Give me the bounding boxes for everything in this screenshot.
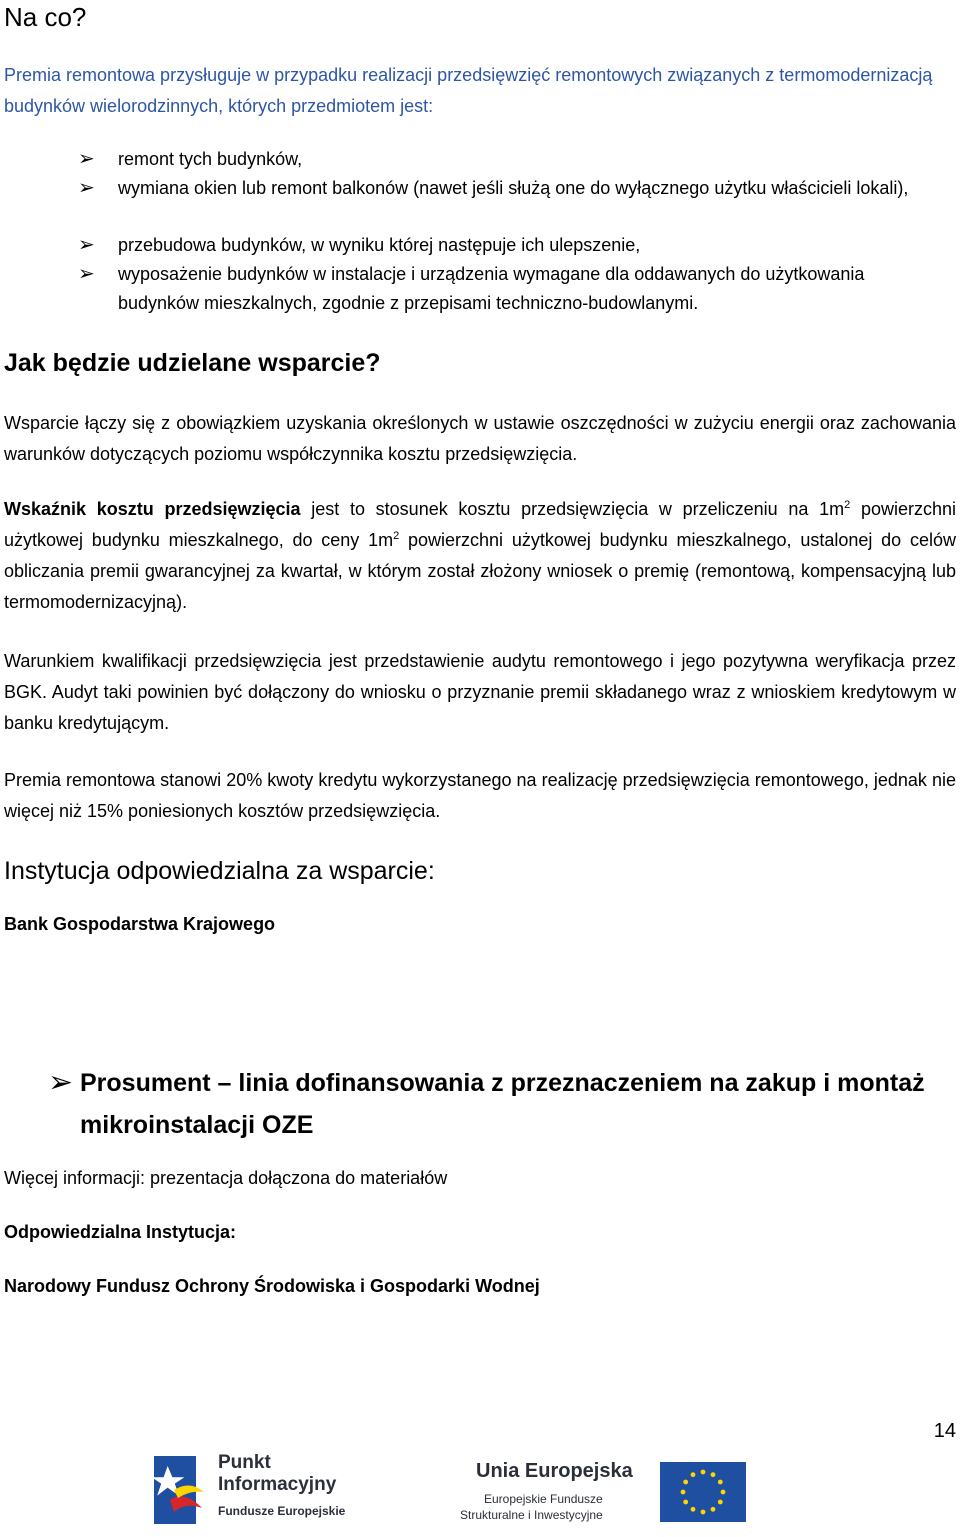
unia-europejska-logo [460,1450,750,1530]
paragraph-wskaznik [4,494,956,618]
heading-instytucja: Instytucja odpowiedzialna za wsparcie: [4,857,435,885]
logo-text-sii: Strukturalne i Inwestycyjne [460,1508,603,1522]
list-item-text: wymiana okien lub remont balkonów (nawet jeśli służą one do wyłącznego użytku właścicieli lokali), [118,178,909,198]
logo-text-fe: Fundusze Europejskie [218,1504,346,1518]
logo-text-punkt: Punkt [218,1452,271,1473]
punkt-informacyjny-logo [150,1450,370,1530]
arrow-bullet-icon: ➢ [78,263,95,285]
heading-na-co: Na co? [4,2,87,32]
eu-star [681,1490,686,1495]
superscript: 2 [393,530,400,542]
text-segment: powierzchni użytkowej budynku mieszkalnego, do ceny 1m [4,499,956,550]
eu-star [721,1490,726,1495]
intro-paragraph: Premia remontowa przysługuje w przypadku realizacji przedsięwzięć remontowych związanych z termomodernizacją budynków wielorodzinnych, których przedmiotem jest: [4,65,933,116]
eu-flag-icon [660,1462,746,1522]
arrow-bullet-icon: ➢ [78,234,95,256]
term-wskaznik: Wskaźnik kosztu przedsięwzięcia [4,499,301,519]
eu-star [683,1500,688,1505]
eu-star [711,1507,716,1512]
list-item [80,174,960,232]
institution-name: Bank Gospodarstwa Krajowego [4,914,276,934]
text-segment: powierzchni użytkowej budynku mieszkalnego, ustalonej do celów obliczania premii gwarancyjnej za kwartał, w którym został złożony wniosek o premię (remontową, kompensacyjną lub termomodernizacyjną). [4,530,956,612]
list-item [80,260,960,318]
list-item-text: wyposażenie budynków w instalacje i urządzenia wymagane dla oddawanych do użytkowania budynków mieszkalnych, zgodnie z przepisami techniczno-budowlanymi. [118,264,865,313]
text-segment: jest to stosunek kosztu przedsięwzięcia w przeliczeniu na 1m [311,499,845,519]
fe-logo-icon [150,1450,210,1530]
page-number: 14 [933,1420,956,1442]
prosument-title-text: Prosument – linia dofinansowania z przeznaczeniem na zakup i montaż mikroinstalacji OZE [80,1069,925,1139]
paragraph-premia: Premia remontowa stanowi 20% kwoty kredytu wykorzystanego na realizację przedsięwzięcia remontowego, jednak nie więcej niż 15% poniesionych kosztów przedsięwzięcia. [4,770,956,821]
more-info: Więcej informacji: prezentacja dołączona do materiałów [4,1168,448,1188]
eu-star [711,1472,716,1477]
eu-star [701,1510,706,1515]
superscript: 2 [844,499,851,511]
list-item-text: remont tych budynków, [118,149,303,169]
eu-star [691,1472,696,1477]
arrow-bullet-icon: ➢ [48,1066,74,1099]
logo-text-efs: Europejskie Fundusze [484,1492,603,1506]
logo-text-informacyjny: Informacyjny [218,1474,337,1495]
arrow-bullet-icon: ➢ [78,177,95,199]
eu-star [701,1470,706,1475]
logo-text-ue: Unia Europejska [476,1460,633,1482]
resp-label: Odpowiedzialna Instytucja: [4,1222,237,1242]
eu-star [691,1507,696,1512]
list-item-text: przebudowa budynków, w wyniku której następuje ich ulepszenie, [118,235,641,255]
eu-star [718,1480,723,1485]
paragraph-wsparcie: Wsparcie łączy się z obowiązkiem uzyskania określonych w ustawie oszczędności w zużyciu energii oraz zachowania warunków dotyczących poziomu współczynnika kosztu przedsięwzięcia. [4,413,956,464]
resp-value: Narodowy Fundusz Ochrony Środowiska i Gospodarki Wodnej [4,1276,540,1296]
heading-jak-wsparcie: Jak będzie udzielane wsparcie? [4,349,381,377]
eu-star [718,1500,723,1505]
arrow-bullet-icon: ➢ [78,148,95,170]
paragraph-warunek: Warunkiem kwalifikacji przedsięwzięcia jest przedstawienie audytu remontowego i jego pozytywna weryfikacja przez BGK. Audyt taki powinien być dołączony do wniosku o przyznanie premii składanego wraz z wnioskiem kredytowym w banku kredytującym. [4,651,956,733]
eu-star [683,1480,688,1485]
prosument-title [48,1062,958,1152]
